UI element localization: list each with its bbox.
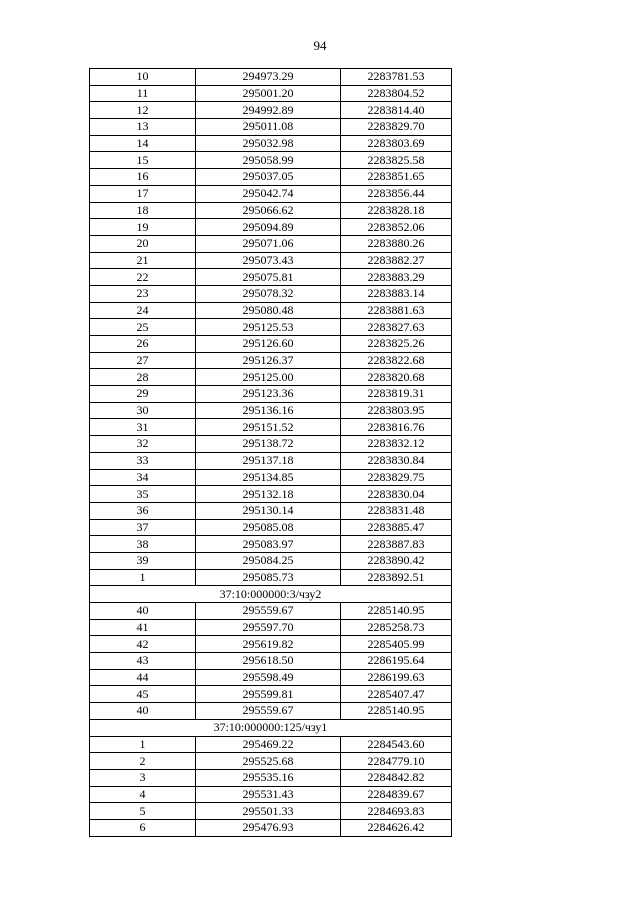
point-number-cell: 15 (90, 152, 196, 169)
y-coordinate-cell: 2283781.53 (341, 69, 452, 86)
x-coordinate-cell: 294973.29 (196, 69, 341, 86)
point-number-cell: 35 (90, 486, 196, 503)
point-number-cell: 44 (90, 669, 196, 686)
point-number-cell: 43 (90, 653, 196, 670)
x-coordinate-cell: 295138.72 (196, 436, 341, 453)
table-row (90, 85, 452, 102)
x-coordinate-cell: 295151.52 (196, 419, 341, 436)
x-coordinate-cell: 295598.49 (196, 669, 341, 686)
point-number-cell: 10 (90, 69, 196, 86)
point-number-cell: 16 (90, 169, 196, 186)
table-row (90, 469, 452, 486)
table-row (90, 452, 452, 469)
table-row (90, 419, 452, 436)
table-row (90, 402, 452, 419)
y-coordinate-cell: 2283880.26 (341, 235, 452, 252)
point-number-cell: 27 (90, 352, 196, 369)
y-coordinate-cell: 2283828.18 (341, 202, 452, 219)
table-row (90, 386, 452, 403)
y-coordinate-cell: 2283814.40 (341, 102, 452, 119)
y-coordinate-cell: 2283856.44 (341, 185, 452, 202)
y-coordinate-cell: 2284693.83 (341, 803, 452, 820)
x-coordinate-cell: 295469.22 (196, 736, 341, 753)
x-coordinate-cell: 295073.43 (196, 252, 341, 269)
table-row (90, 502, 452, 519)
x-coordinate-cell: 295130.14 (196, 502, 341, 519)
point-number-cell: 37 (90, 519, 196, 536)
point-number-cell: 24 (90, 302, 196, 319)
y-coordinate-cell: 2283825.26 (341, 336, 452, 353)
table-row (90, 336, 452, 353)
table-row (90, 102, 452, 119)
x-coordinate-cell: 295011.08 (196, 119, 341, 136)
table-row (90, 302, 452, 319)
y-coordinate-cell: 2283851.65 (341, 169, 452, 186)
x-coordinate-cell: 295476.93 (196, 819, 341, 836)
table-row (90, 202, 452, 219)
table-row (90, 252, 452, 269)
table-row (90, 352, 452, 369)
x-coordinate-cell: 295134.85 (196, 469, 341, 486)
point-number-cell: 39 (90, 552, 196, 569)
x-coordinate-cell: 295032.98 (196, 135, 341, 152)
table-row (90, 569, 452, 586)
table-row (90, 69, 452, 86)
table-row (90, 552, 452, 569)
x-coordinate-cell: 295058.99 (196, 152, 341, 169)
x-coordinate-cell: 295078.32 (196, 285, 341, 302)
x-coordinate-cell: 295619.82 (196, 636, 341, 653)
y-coordinate-cell: 2284839.67 (341, 786, 452, 803)
point-number-cell: 41 (90, 619, 196, 636)
y-coordinate-cell: 2283832.12 (341, 436, 452, 453)
table-row (90, 319, 452, 336)
section-header-row (90, 586, 452, 603)
point-number-cell: 23 (90, 285, 196, 302)
table-row (90, 819, 452, 836)
point-number-cell: 4 (90, 786, 196, 803)
table-row (90, 769, 452, 786)
x-coordinate-cell: 295126.37 (196, 352, 341, 369)
x-coordinate-cell: 295083.97 (196, 536, 341, 553)
x-coordinate-cell: 295599.81 (196, 686, 341, 703)
y-coordinate-cell: 2283820.68 (341, 369, 452, 386)
x-coordinate-cell: 295123.36 (196, 386, 341, 403)
section-header-row (90, 719, 452, 736)
point-number-cell: 1 (90, 569, 196, 586)
y-coordinate-cell: 2283881.63 (341, 302, 452, 319)
y-coordinate-cell: 2283892.51 (341, 569, 452, 586)
x-coordinate-cell: 295132.18 (196, 486, 341, 503)
y-coordinate-cell: 2286195.64 (341, 653, 452, 670)
point-number-cell: 2 (90, 753, 196, 770)
y-coordinate-cell: 2285405.99 (341, 636, 452, 653)
x-coordinate-cell: 295501.33 (196, 803, 341, 820)
table-row (90, 653, 452, 670)
table-row (90, 803, 452, 820)
y-coordinate-cell: 2283887.83 (341, 536, 452, 553)
y-coordinate-cell: 2284779.10 (341, 753, 452, 770)
point-number-cell: 36 (90, 502, 196, 519)
x-coordinate-cell: 295136.16 (196, 402, 341, 419)
point-number-cell: 34 (90, 469, 196, 486)
point-number-cell: 22 (90, 269, 196, 286)
table-row (90, 669, 452, 686)
x-coordinate-cell: 295531.43 (196, 786, 341, 803)
y-coordinate-cell: 2284842.82 (341, 769, 452, 786)
y-coordinate-cell: 2283827.63 (341, 319, 452, 336)
x-coordinate-cell: 295525.68 (196, 753, 341, 770)
x-coordinate-cell: 295071.06 (196, 235, 341, 252)
point-number-cell: 42 (90, 636, 196, 653)
page-number: 94 (313, 38, 327, 53)
table-row (90, 603, 452, 620)
x-coordinate-cell: 295618.50 (196, 653, 341, 670)
y-coordinate-cell: 2283819.31 (341, 386, 452, 403)
table-row (90, 185, 452, 202)
table-row (90, 686, 452, 703)
point-number-cell: 5 (90, 803, 196, 820)
x-coordinate-cell: 295597.70 (196, 619, 341, 636)
x-coordinate-cell: 295037.05 (196, 169, 341, 186)
x-coordinate-cell: 295094.89 (196, 219, 341, 236)
point-number-cell: 6 (90, 819, 196, 836)
table-row (90, 436, 452, 453)
y-coordinate-cell: 2286199.63 (341, 669, 452, 686)
table-row (90, 369, 452, 386)
table-row (90, 786, 452, 803)
table-row (90, 169, 452, 186)
point-number-cell: 14 (90, 135, 196, 152)
table-row (90, 753, 452, 770)
table-row (90, 285, 452, 302)
point-number-cell: 29 (90, 386, 196, 403)
point-number-cell: 45 (90, 686, 196, 703)
y-coordinate-cell: 2283822.68 (341, 352, 452, 369)
x-coordinate-cell: 295535.16 (196, 769, 341, 786)
y-coordinate-cell: 2284626.42 (341, 819, 452, 836)
y-coordinate-cell: 2285140.95 (341, 603, 452, 620)
y-coordinate-cell: 2283830.84 (341, 452, 452, 469)
point-number-cell: 20 (90, 235, 196, 252)
y-coordinate-cell: 2283830.04 (341, 486, 452, 503)
y-coordinate-cell: 2283803.69 (341, 135, 452, 152)
table-row (90, 219, 452, 236)
x-coordinate-cell: 295559.67 (196, 703, 341, 720)
y-coordinate-cell: 2283803.95 (341, 402, 452, 419)
y-coordinate-cell: 2285140.95 (341, 703, 452, 720)
y-coordinate-cell: 2283825.58 (341, 152, 452, 169)
y-coordinate-cell: 2283829.75 (341, 469, 452, 486)
y-coordinate-cell: 2283885.47 (341, 519, 452, 536)
table-row (90, 703, 452, 720)
table-row (90, 486, 452, 503)
x-coordinate-cell: 295137.18 (196, 452, 341, 469)
section-label: 37:10:000000:3/чзу2 (90, 586, 452, 603)
y-coordinate-cell: 2283890.42 (341, 552, 452, 569)
point-number-cell: 33 (90, 452, 196, 469)
x-coordinate-cell: 295125.00 (196, 369, 341, 386)
x-coordinate-cell: 295001.20 (196, 85, 341, 102)
y-coordinate-cell: 2283804.52 (341, 85, 452, 102)
point-number-cell: 17 (90, 185, 196, 202)
point-number-cell: 40 (90, 703, 196, 720)
y-coordinate-cell: 2283883.14 (341, 285, 452, 302)
x-coordinate-cell: 295084.25 (196, 552, 341, 569)
table-row (90, 152, 452, 169)
table-row (90, 135, 452, 152)
point-number-cell: 26 (90, 336, 196, 353)
x-coordinate-cell: 295085.73 (196, 569, 341, 586)
coordinates-table-body (90, 69, 452, 837)
y-coordinate-cell: 2284543.60 (341, 736, 452, 753)
x-coordinate-cell: 295075.81 (196, 269, 341, 286)
table-row (90, 636, 452, 653)
x-coordinate-cell: 295080.48 (196, 302, 341, 319)
point-number-cell: 21 (90, 252, 196, 269)
point-number-cell: 30 (90, 402, 196, 419)
point-number-cell: 40 (90, 603, 196, 620)
table-row (90, 619, 452, 636)
coordinates-table (89, 68, 452, 837)
table-row (90, 519, 452, 536)
y-coordinate-cell: 2283831.48 (341, 502, 452, 519)
y-coordinate-cell: 2285407.47 (341, 686, 452, 703)
point-number-cell: 11 (90, 85, 196, 102)
section-label: 37:10:000000:125/чзу1 (90, 719, 452, 736)
point-number-cell: 38 (90, 536, 196, 553)
point-number-cell: 31 (90, 419, 196, 436)
y-coordinate-cell: 2283829.70 (341, 119, 452, 136)
point-number-cell: 25 (90, 319, 196, 336)
y-coordinate-cell: 2285258.73 (341, 619, 452, 636)
point-number-cell: 13 (90, 119, 196, 136)
table-row (90, 235, 452, 252)
y-coordinate-cell: 2283852.06 (341, 219, 452, 236)
table-row (90, 536, 452, 553)
table-row (90, 269, 452, 286)
point-number-cell: 3 (90, 769, 196, 786)
point-number-cell: 28 (90, 369, 196, 386)
y-coordinate-cell: 2283883.29 (341, 269, 452, 286)
y-coordinate-cell: 2283882.27 (341, 252, 452, 269)
point-number-cell: 19 (90, 219, 196, 236)
x-coordinate-cell: 295126.60 (196, 336, 341, 353)
x-coordinate-cell: 295066.62 (196, 202, 341, 219)
table-row (90, 736, 452, 753)
x-coordinate-cell: 295085.08 (196, 519, 341, 536)
point-number-cell: 1 (90, 736, 196, 753)
x-coordinate-cell: 295559.67 (196, 603, 341, 620)
x-coordinate-cell: 295042.74 (196, 185, 341, 202)
point-number-cell: 18 (90, 202, 196, 219)
x-coordinate-cell: 294992.89 (196, 102, 341, 119)
point-number-cell: 12 (90, 102, 196, 119)
table-row (90, 119, 452, 136)
y-coordinate-cell: 2283816.76 (341, 419, 452, 436)
x-coordinate-cell: 295125.53 (196, 319, 341, 336)
point-number-cell: 32 (90, 436, 196, 453)
